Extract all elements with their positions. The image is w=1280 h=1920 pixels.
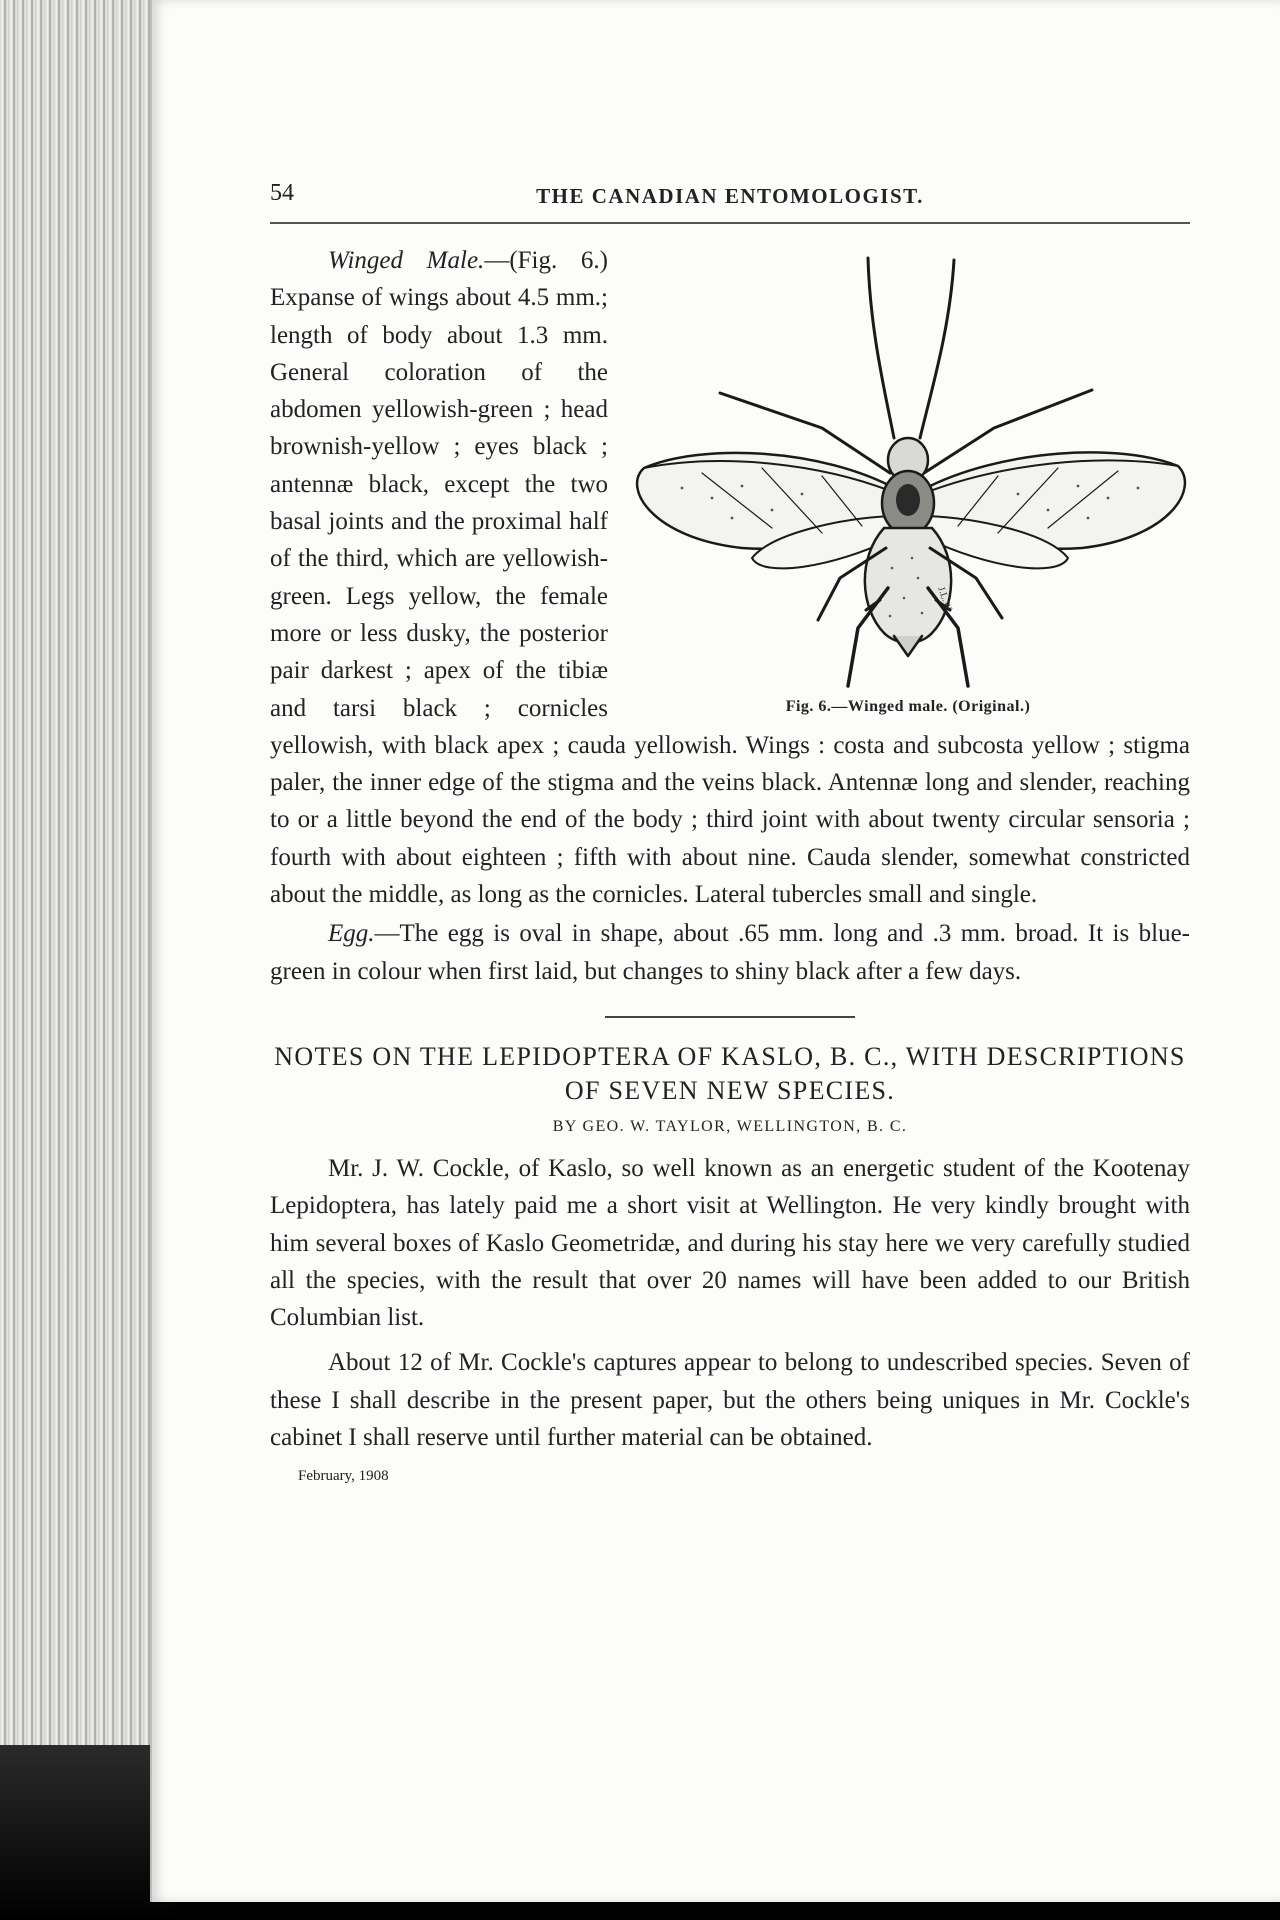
- article-paragraph-2: About 12 of Mr. Cockle's captures appear to belong to undescribed species. Seven of these I shall describe in the present paper, but the others being uniques in Mr. Cockle's cabinet I shall reserve until further material can be obtained.: [270, 1349, 1190, 1452]
- male-text: —(Fig. 6.) Expanse of wings about 4.5 mm.; length of body about 1.3 mm. General coloration of the abdomen yellowish-green ; head brownish-yellow ; eyes black ; antennæ black, except the two basal joints and the proximal half of the third, which are yellowish-green. Legs yellow, the female more or less dusky, the posterior pair darkest ; apex of the tibiæ and tarsi black ; cornicles yellowish, with black apex ; cauda yellowish. Wings : costa and subcosta yellow ; stigma paler, the inner edge of the stigma and the veins black. Antennæ long and slender, reaching to or a little beyond the end of the body ; third joint with about twenty circular sensoria ; fourth with about eighteen ; fifth with about nine. Cauda slender, somewhat constricted about the middle, as long as the cornicles. Lateral tubercles small and single.: [270, 247, 1190, 909]
- article-title: NOTES ON THE LEPIDOPTERA OF KASLO, B. C., WITH DESCRIPTIONS OF SEVEN NEW SPECIES.: [274, 1041, 1186, 1105]
- book-page: [150, 0, 1280, 1902]
- signature-date: February, 1908: [298, 1468, 389, 1485]
- journal-title: THE CANADIAN ENTOMOLOGIST.: [536, 184, 924, 208]
- illustrator-initials: J.L.W.: [935, 585, 955, 614]
- article-byline: BY GEO. W. TAYLOR, WELLINGTON, B. C.: [552, 1117, 908, 1135]
- figure-winged-male: [622, 248, 1194, 718]
- figure-caption: Fig. 6.—Winged male. (Original.): [785, 698, 1031, 715]
- male-heading: Winged Male.: [328, 247, 485, 274]
- aphid-illustration: [622, 248, 1194, 688]
- egg-description: [270, 915, 1190, 990]
- section-divider: [605, 1016, 855, 1018]
- article-paragraph-1: Mr. J. W. Cockle, of Kaslo, so well known as an energetic student of the Kootenay Lepidoptera, has lately paid me a short visit at Wellington. He very kindly brought with him several boxes of Kaslo Geometridæ, and during his stay here we very carefully studied all the species, with the result that over 20 names will have been added to our British Columbian list.: [270, 1154, 1190, 1332]
- page-number: 54: [270, 180, 294, 206]
- egg-heading: Egg.: [328, 920, 375, 948]
- book-page-edges: [0, 0, 175, 1920]
- running-head: [270, 180, 1190, 212]
- egg-text: —The egg is oval in shape, about .65 mm. long and .3 mm. broad. It is blue-green in colour when first laid, but changes to shiny black after a few days.: [270, 920, 1190, 985]
- header-rule: [270, 222, 1190, 224]
- page-content: [270, 180, 1190, 1485]
